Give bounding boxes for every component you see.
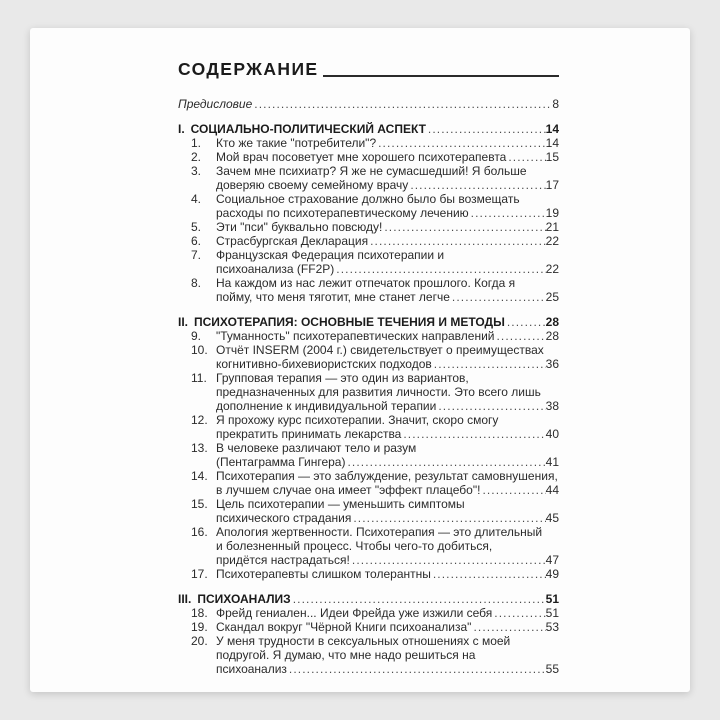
section-header	[178, 315, 559, 329]
dot-leader	[436, 399, 545, 413]
section-number: II.	[178, 315, 189, 329]
entry-content	[216, 371, 559, 413]
entry-number: 2.	[191, 150, 202, 164]
entry-page-number: 19	[545, 206, 559, 220]
section-header	[178, 122, 559, 136]
entry-page-number: 15	[545, 150, 559, 164]
toc-entry	[178, 343, 559, 371]
entry-page-number: 38	[545, 399, 559, 413]
toc-entry	[178, 136, 559, 150]
toc-entry	[178, 469, 559, 497]
entry-content	[216, 248, 559, 276]
entry-number: 17.	[191, 567, 208, 581]
entry-text-line: Мой врач посоветует мне хорошего психотерапевта	[216, 150, 507, 164]
entry-last-line	[216, 662, 559, 676]
dot-leader	[506, 150, 545, 164]
dot-leader	[252, 97, 552, 111]
entry-number: 5.	[191, 220, 202, 234]
entry-last-line	[216, 511, 559, 525]
entry-number: 20.	[191, 634, 208, 648]
entry-page-number: 22	[545, 234, 559, 248]
entry-page-number: 28	[545, 329, 559, 343]
entry-content	[216, 497, 559, 525]
entry-text-line: У меня трудности в сексуальных отношениях с моей	[216, 634, 511, 648]
entry-number: 19.	[191, 620, 208, 634]
entry-text-line: дополнение к индивидуальной терапии	[216, 399, 437, 413]
entry-text-line: Эти "пси" буквально повсюду!	[216, 220, 383, 234]
entry-content	[216, 276, 559, 304]
entry-text-line: психического страдания	[216, 511, 352, 525]
dot-leader	[345, 455, 545, 469]
section-page-number: 14	[545, 122, 559, 136]
entry-text-line: прекратить принимать лекарства	[216, 427, 402, 441]
entry-content	[216, 469, 559, 497]
entry-text-line: подругой. Я думаю, что мне надо решиться на	[216, 648, 476, 662]
toc-entry	[178, 329, 559, 343]
section-header	[178, 592, 559, 606]
toc-entry	[178, 497, 559, 525]
entry-page-number: 45	[545, 511, 559, 525]
entry-text-line: предназначенных для развития личности. Это всего лишь	[216, 385, 541, 399]
entry-page-number: 55	[545, 662, 559, 676]
entry-text-line: Страсбургская Декларация	[216, 234, 369, 248]
entry-page-number: 49	[545, 567, 559, 581]
entry-last-line	[216, 357, 559, 371]
entry-text-line: Психотерапевты слишком толерантны	[216, 567, 431, 581]
entry-number: 14.	[191, 469, 208, 483]
toc-entry	[178, 525, 559, 567]
toc-entry	[178, 192, 559, 220]
entry-text-line: и болезненный процесс. Чтобы чего-то добиться,	[216, 539, 493, 553]
entry-text-line: пойму, что меня тяготит, мне станет легче	[216, 290, 450, 304]
entry-last-line	[216, 206, 559, 220]
entry-content	[216, 329, 559, 343]
entry-page-number: 21	[545, 220, 559, 234]
dot-leader	[351, 511, 545, 525]
section-title: СОЦИАЛЬНО-ПОЛИТИЧЕСКИЙ АСПЕКТ	[190, 122, 426, 136]
entry-content	[216, 136, 559, 150]
entry-text-line: Апология жертвенности. Психотерапия — это длительный	[216, 525, 543, 539]
entry-text-line: Отчёт INSERM (2004 г.) свидетельствует о преимуществах	[216, 343, 544, 357]
entry-text-line: придётся настрадаться!	[216, 553, 350, 567]
preface-label: Предисловие	[178, 97, 253, 111]
entry-text-line: На каждом из нас лежит отпечаток прошлого. Когда я	[216, 276, 516, 290]
entry-page-number: 47	[545, 553, 559, 567]
entry-content	[216, 525, 559, 567]
entry-text-line: в лучшем случае она имеет "эффект плацебо"!	[216, 483, 481, 497]
preface-row	[178, 97, 559, 111]
page-title-row	[178, 58, 559, 80]
preface-page-number: 8	[552, 97, 559, 111]
entry-last-line	[216, 553, 559, 567]
entry-page-number: 25	[545, 290, 559, 304]
book-page	[30, 28, 690, 692]
dot-leader	[431, 567, 546, 581]
toc-section	[178, 592, 559, 676]
entry-content	[216, 150, 559, 164]
entry-content	[216, 606, 559, 620]
entry-number: 15.	[191, 497, 208, 511]
entry-last-line	[216, 136, 559, 150]
entry-last-line	[216, 620, 559, 634]
dot-leader	[494, 329, 545, 343]
entry-text-line: расходы по психотерапевтическому лечению	[216, 206, 469, 220]
toc-entry	[178, 150, 559, 164]
dot-leader	[480, 483, 545, 497]
entry-content	[216, 164, 559, 192]
toc-sections	[178, 122, 559, 676]
toc-entry	[178, 276, 559, 304]
dot-leader	[408, 178, 545, 192]
entry-page-number: 41	[545, 455, 559, 469]
dot-leader	[382, 220, 545, 234]
dot-leader	[492, 606, 545, 620]
dot-leader	[505, 315, 546, 329]
dot-leader	[432, 357, 546, 371]
section-page-number: 51	[545, 592, 559, 606]
entry-last-line	[216, 427, 559, 441]
entry-number: 12.	[191, 413, 208, 427]
section-number: I.	[178, 122, 185, 136]
dot-leader	[334, 262, 545, 276]
toc-entry	[178, 234, 559, 248]
entry-content	[216, 620, 559, 634]
entry-number: 16.	[191, 525, 208, 539]
entry-last-line	[216, 606, 559, 620]
entry-number: 4.	[191, 192, 202, 206]
dot-leader	[471, 620, 545, 634]
entry-content	[216, 192, 559, 220]
entry-text-line: Цель психотерапии — уменьшить симптомы	[216, 497, 465, 511]
entry-last-line	[216, 329, 559, 343]
entry-page-number: 53	[545, 620, 559, 634]
toc-entry	[178, 634, 559, 676]
entry-text-line: Французская Федерация психотерапии и	[216, 248, 445, 262]
entry-text-line: (Пентаграмма Гингера)	[216, 455, 346, 469]
entry-text-line: Скандал вокруг "Чёрной Книги психоанализа"	[216, 620, 472, 634]
entry-text-line: доверяю своему семейному врачу	[216, 178, 409, 192]
entry-number: 1.	[191, 136, 202, 150]
entry-number: 6.	[191, 234, 202, 248]
entry-page-number: 14	[545, 136, 559, 150]
entry-number: 18.	[191, 606, 208, 620]
section-number: III.	[178, 592, 192, 606]
entry-number: 13.	[191, 441, 208, 455]
section-title: ПСИХОТЕРАПИЯ: ОСНОВНЫЕ ТЕЧЕНИЯ И МЕТОДЫ	[194, 315, 505, 329]
entry-last-line	[216, 234, 559, 248]
entry-last-line	[216, 455, 559, 469]
entry-number: 8.	[191, 276, 202, 290]
entry-page-number: 51	[545, 606, 559, 620]
entry-number: 9.	[191, 329, 202, 343]
toc-entry	[178, 413, 559, 441]
toc-entry	[178, 620, 559, 634]
dot-leader	[401, 427, 545, 441]
entry-text-line: Групповая терапия — это один из вариантов,	[216, 371, 469, 385]
entry-text-line: Я прохожу курс психотерапии. Значит, скоро смогу	[216, 413, 499, 427]
entry-content	[216, 220, 559, 234]
entry-text-line: когнитивно-бихевиористских подходов	[216, 357, 432, 371]
toc-entry	[178, 371, 559, 413]
entry-content	[216, 413, 559, 441]
dot-leader	[426, 122, 546, 136]
entry-page-number: 22	[545, 262, 559, 276]
entry-page-number: 36	[545, 357, 559, 371]
dot-leader	[376, 136, 546, 150]
entry-text-line: "Туманность" психотерапевтических направлений	[216, 329, 495, 343]
entry-content	[216, 567, 559, 581]
entry-text-line: Социальное страхование должно было бы возмещать	[216, 192, 520, 206]
entry-last-line	[216, 290, 559, 304]
entry-number: 7.	[191, 248, 202, 262]
entry-last-line	[216, 483, 559, 497]
section-page-number: 28	[545, 315, 559, 329]
entry-number: 11.	[191, 371, 207, 385]
entry-text-line: психоанализ	[216, 662, 287, 676]
page-title: СОДЕРЖАНИЕ	[178, 59, 319, 79]
entry-last-line	[216, 220, 559, 234]
entry-text-line: Фрейд гениален... Идеи Фрейда уже изжили себя	[216, 606, 493, 620]
entry-page-number: 40	[545, 427, 559, 441]
dot-leader	[287, 662, 546, 676]
entry-last-line	[216, 178, 559, 192]
entry-last-line	[216, 567, 559, 581]
entry-text-line: Кто же такие "потребители"?	[216, 136, 377, 150]
entry-last-line	[216, 150, 559, 164]
toc-entry	[178, 606, 559, 620]
entry-content	[216, 234, 559, 248]
entry-text-line: Зачем мне психиатр? Я же не сумасшедший! Я больше	[216, 164, 527, 178]
toc-entry	[178, 220, 559, 234]
toc-section	[178, 315, 559, 581]
entry-text-line: Психотерапия — это заблуждение, результат самовнушения,	[216, 469, 558, 483]
entry-content	[216, 441, 559, 469]
toc-entry	[178, 164, 559, 192]
entry-page-number: 44	[545, 483, 559, 497]
entry-number: 10.	[191, 343, 208, 357]
table-of-contents	[178, 58, 559, 676]
dot-leader	[368, 234, 546, 248]
entry-content	[216, 343, 559, 371]
toc-entry	[178, 441, 559, 469]
dot-leader	[350, 553, 546, 567]
toc-entry	[178, 248, 559, 276]
dot-leader	[469, 206, 546, 220]
dot-leader	[291, 592, 546, 606]
entry-text-line: В человеке различают тело и разум	[216, 441, 417, 455]
toc-entry	[178, 567, 559, 581]
toc-section	[178, 122, 559, 304]
section-title: ПСИХОАНАЛИЗ	[197, 592, 291, 606]
entry-text-line: психоанализа (FF2P)	[216, 262, 335, 276]
dot-leader	[450, 290, 546, 304]
entry-content	[216, 634, 559, 676]
entry-last-line	[216, 399, 559, 413]
entry-number: 3.	[191, 164, 202, 178]
entry-page-number: 17	[545, 178, 559, 192]
title-underline	[323, 75, 559, 77]
entry-last-line	[216, 262, 559, 276]
